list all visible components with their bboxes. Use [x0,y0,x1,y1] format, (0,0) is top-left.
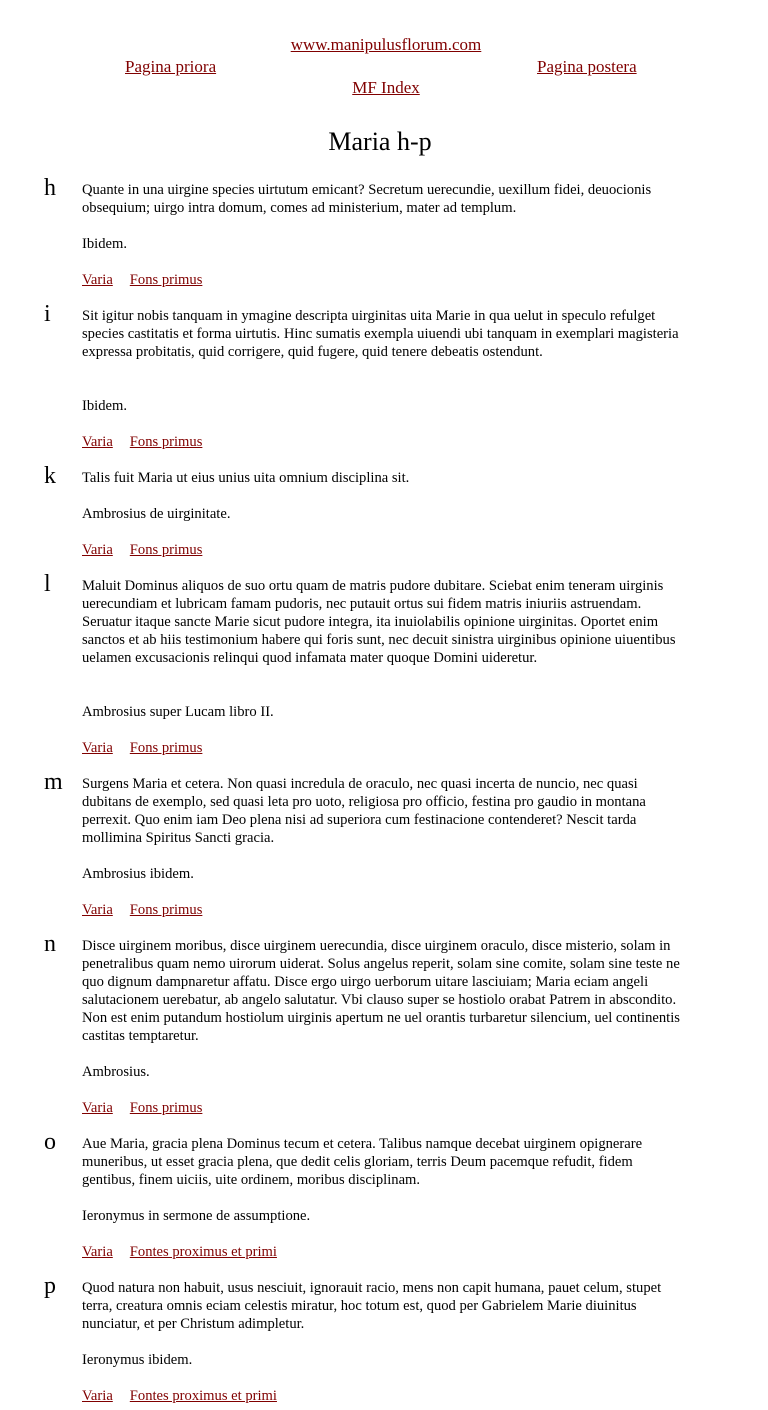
fons-link[interactable]: Fons primus [129,1100,203,1116]
entry-links [82,1099,202,1117]
page-title: Maria h-p [328,127,432,156]
entry-source: Ambrosius. [82,1064,150,1080]
entry-links [82,1387,277,1405]
entry-letter: o [44,1129,56,1155]
entry-text: Surgens Maria et cetera. Non quasi incredula de oraculo, nec quasi incerta de nuncio, nec quasi dubitans de exemplo, sed quasi leta pro uoto, religiosa pro officio, festina pro gaudio in montana perrexit. Quo enim iam Deo plena nisi ad superiora cum festinacione contenderet? Nescit tarda mollimina Spiritus Sancti gracia. [82,776,646,846]
fontes-link[interactable]: Fontes proximus et primi [129,1388,277,1404]
entry-source: Ambrosius de uirginitate. [82,506,231,522]
entry-text: Sit igitur nobis tanquam in ymagine descripta uirginitas uita Marie in qua uelut in speculo refulget species castitatis et forma uirtutis. Hinc sumatis exempla uiuendi ubi tanquam in exemplari magisteria expressa probitatis, quid corrigere, quid fugere, quid tenere debeatis ostendunt. [82,308,679,360]
entry-letter: k [44,463,56,489]
previous-page-link[interactable]: Pagina priora [125,57,217,76]
entry-links [82,739,202,757]
entry-source: Ambrosius super Lucam libro II. [82,704,274,720]
entry-links [82,271,202,289]
varia-link[interactable]: Varia [82,1100,113,1116]
varia-link[interactable]: Varia [82,1388,113,1404]
site-link[interactable]: www.manipulusflorum.com [290,35,482,54]
varia-link[interactable]: Varia [82,1244,113,1260]
fons-link[interactable]: Fons primus [129,434,203,450]
entry-letter: p [44,1273,56,1299]
entry-source: Ieronymus in sermone de assumptione. [82,1208,311,1224]
varia-link[interactable]: Varia [82,272,113,288]
fontes-link[interactable]: Fontes proximus et primi [129,1244,277,1260]
entry-text: Maluit Dominus aliquos de suo ortu quam de matris pudore dubitare. Sciebat enim teneram uirginis uerecundiam et lubricam famam pudoris, nec putauit ortus sui fidem matris iniuriis astruendam. Seruatur itaque sancte Marie sicut pudore integra, ita inuiolabilis opinione uirginitas. Oportet enim sanctos et ab hiis testimonium habere qui foris sunt, nec decuit sinistra uirginibus opinione uiuentibus uelamen excusacionis relinqui quod infamata mater quoque Domini uideretur. [82,578,676,666]
entry-letter: i [44,301,51,327]
entry-source: Ambrosius ibidem. [82,866,194,882]
varia-link[interactable]: Varia [82,434,113,450]
entry-links [82,433,202,451]
varia-link[interactable]: Varia [82,902,113,918]
entry-letter: l [44,571,51,597]
next-page-link[interactable]: Pagina postera [537,57,637,76]
entry-source: Ibidem. [82,236,127,252]
index-link[interactable]: MF Index [352,78,420,97]
fons-link[interactable]: Fons primus [129,272,203,288]
entry-text: Talis fuit Maria ut eius unius uita omnium disciplina sit. [82,470,410,486]
fons-link[interactable]: Fons primus [129,902,203,918]
fons-link[interactable]: Fons primus [129,740,203,756]
entry-links [82,1243,277,1261]
varia-link[interactable]: Varia [82,740,113,756]
entry-links [82,541,202,559]
entry-text: Quante in una uirgine species uirtutum emicant? Secretum uerecundie, uexillum fidei, deuocionis obsequium; uirgo intra domum, comes ad ministerium, mater ad templum. [82,182,652,216]
entry-letter: h [44,175,56,201]
entry-text: Aue Maria, gracia plena Dominus tecum et cetera. Talibus namque decebat uirginem opignerare muneribus, ut esset gracia plena, que dedit celis gloriam, terris Deum pacemque refudit, fidem gentibus, finem uiciis, uite ordinem, moribus disciplinam. [82,1136,643,1188]
entry-letter: m [44,769,63,795]
entry-source: Ieronymus ibidem. [82,1352,193,1368]
entry-text: Quod natura non habuit, usus nesciuit, ignorauit racio, mens non capit humana, pauet celum, stupet terra, creatura omnis eciam celestis miratur, hoc totum est, quod per Gabrielem Marie diuinitus nunciatur, et per Christum adimpletur. [82,1280,662,1332]
entry-text: Disce uirginem moribus, disce uirginem uerecundia, disce uirginem oraculo, disce misterio, solam in penetralibus quam nemo uirorum uiderat. Solus angelus reperit, solam sine comite, solam sine teste ne quo dignum dampnaretur affatu. Disce ergo uirgo uerborum uitare lasciuiam; Maria eciam angeli salutacionem uerebatur, ab angelo salutatur. Vbi clauso super se hostiolo orabat Patrem in abscondito. Non est enim putandum hostiolum uirginis apertum ne uel orantis turbaretur silencium, uel continentis castitas temptaretur. [82,938,680,1044]
fons-link[interactable]: Fons primus [129,542,203,558]
entry-links [82,901,202,919]
entry-source: Ibidem. [82,398,127,414]
entry-letter: n [44,931,56,957]
varia-link[interactable]: Varia [82,542,113,558]
